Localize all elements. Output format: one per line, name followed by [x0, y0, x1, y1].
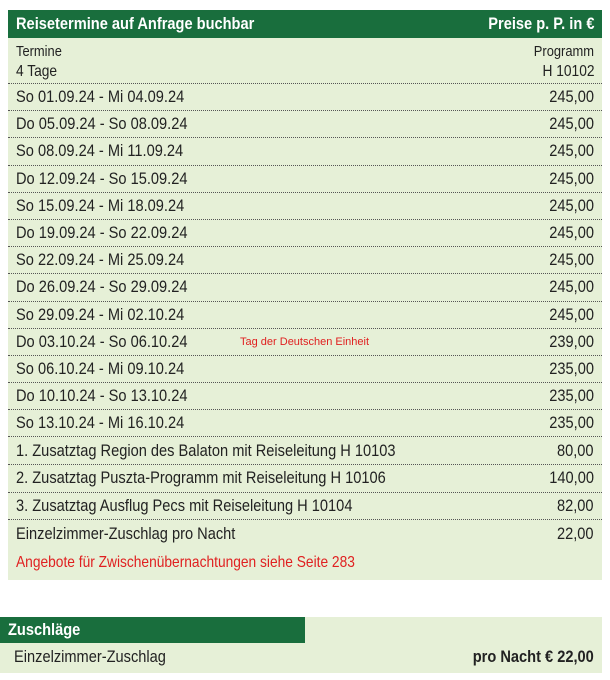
extra-price: 22,00 [557, 524, 594, 544]
supplement-price: pro Nacht € 22,00 [472, 647, 594, 666]
offer-note-text: Angebote für Zwischenübernachtungen siehe Seite 283 [16, 553, 355, 571]
date-price: 235,00 [549, 358, 594, 378]
date-range: Do 12.09.24 - So 15.09.24 [16, 168, 188, 188]
supplement-item: Einzelzimmer-Zuschlag [14, 647, 166, 666]
extra-row [8, 493, 602, 521]
date-price: 239,00 [549, 331, 594, 351]
date-row [8, 274, 602, 301]
date-range: So 29.09.24 - Mi 02.10.24 [16, 304, 185, 324]
date-price: 245,00 [549, 250, 594, 270]
date-row [8, 138, 602, 165]
program-row [8, 60, 602, 84]
date-range: So 15.09.24 - Mi 18.09.24 [16, 195, 185, 215]
date-row [8, 111, 602, 138]
date-price: 245,00 [549, 277, 594, 297]
travel-dates-table [8, 10, 602, 580]
date-price: 245,00 [549, 168, 594, 188]
date-row [8, 410, 602, 437]
extra-label: 3. Zusatztag Ausflug Pecs mit Reiseleitung H 10104 [16, 495, 353, 515]
extra-price: 80,00 [557, 440, 594, 460]
date-range: Do 19.09.24 - So 22.09.24 [16, 223, 188, 243]
supplements-title: Zuschläge [8, 620, 81, 639]
column-headers [8, 38, 602, 60]
extra-row [8, 465, 602, 493]
column-programm: Programm [533, 43, 594, 60]
date-price: 245,00 [549, 223, 594, 243]
table-header [8, 10, 602, 38]
date-row [8, 247, 602, 274]
date-range: So 01.09.24 - Mi 04.09.24 [16, 87, 185, 107]
supplement-row [0, 643, 602, 671]
date-range: Do 03.10.24 - So 06.10.24 [16, 331, 188, 351]
date-price: 245,00 [549, 87, 594, 107]
date-price: 245,00 [549, 114, 594, 134]
date-price: 245,00 [549, 304, 594, 324]
column-termine: Termine [16, 43, 62, 60]
date-range: Do 05.09.24 - So 08.09.24 [16, 114, 188, 134]
extra-price: 140,00 [549, 468, 594, 488]
date-range: So 08.09.24 - Mi 11.09.24 [16, 141, 184, 161]
supplements-header [0, 617, 305, 643]
program-duration: 4 Tage [16, 62, 58, 80]
date-range: So 13.10.24 - Mi 16.10.24 [16, 413, 185, 433]
date-row [8, 383, 602, 410]
extra-rows [8, 437, 602, 547]
date-row [8, 193, 602, 220]
date-range: Do 26.09.24 - So 29.09.24 [16, 277, 188, 297]
date-row [8, 302, 602, 329]
price-note: Preise p. P. in € [487, 14, 594, 33]
extra-label: 2. Zusatztag Puszta-Programm mit Reiseleitung H 10106 [16, 468, 386, 488]
extra-row [8, 437, 602, 465]
table-title: Reisetermine auf Anfrage buchbar [16, 14, 255, 33]
date-row [8, 220, 602, 247]
extra-label: Einzelzimmer-Zuschlag pro Nacht [16, 524, 236, 544]
date-row [8, 84, 602, 111]
date-price: 245,00 [549, 141, 594, 161]
date-rows [8, 84, 602, 437]
date-range: So 06.10.24 - Mi 09.10.24 [16, 358, 185, 378]
holiday-note: Tag der Deutschen Einheit [240, 335, 370, 348]
date-row [8, 356, 602, 383]
offer-note [8, 548, 602, 572]
date-row [8, 166, 602, 193]
date-row [8, 329, 602, 356]
extra-price: 82,00 [557, 495, 594, 515]
supplements-panel [0, 617, 602, 673]
date-range: So 22.09.24 - Mi 25.09.24 [16, 250, 185, 270]
date-price: 235,00 [549, 386, 594, 406]
date-price: 235,00 [549, 413, 594, 433]
date-price: 245,00 [549, 195, 594, 215]
extra-row [8, 520, 602, 548]
date-range: Do 10.10.24 - So 13.10.24 [16, 386, 188, 406]
extra-label: 1. Zusatztag Region des Balaton mit Reiseleitung H 10103 [16, 440, 396, 460]
program-code: H 10102 [541, 62, 594, 80]
